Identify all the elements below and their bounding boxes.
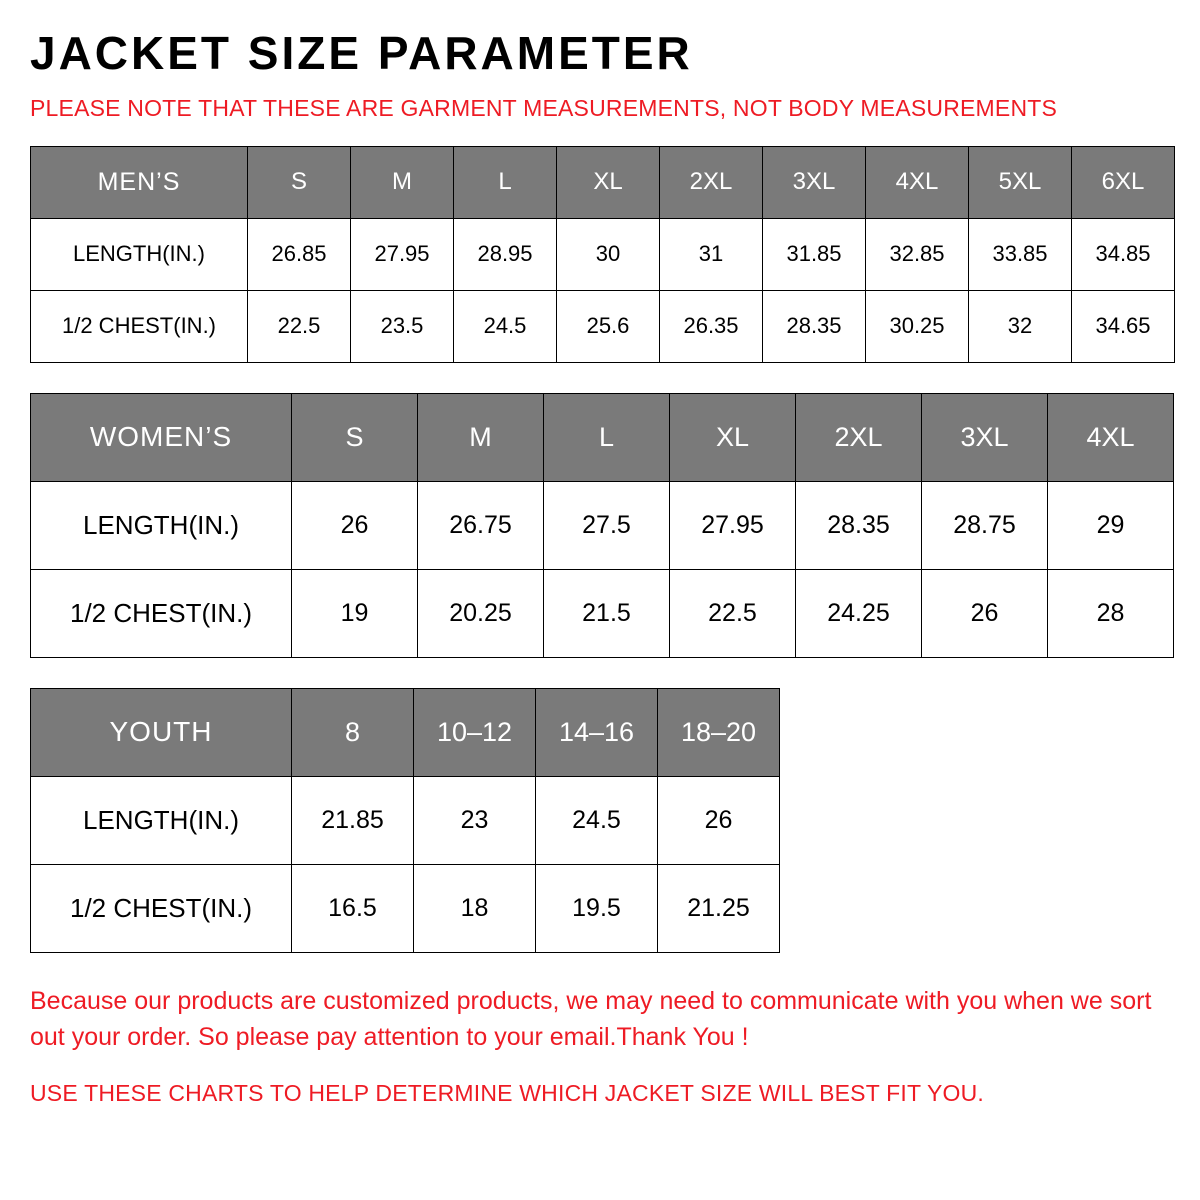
row-label: 1/2 CHEST(IN.)	[31, 290, 248, 362]
row-label: 1/2 CHEST(IN.)	[31, 864, 292, 952]
table-row	[31, 290, 1175, 362]
size-header-cell: 18–20	[658, 688, 780, 776]
measurement-cell: 20.25	[418, 569, 544, 657]
measurement-cell: 31.85	[763, 218, 866, 290]
measurement-cell: 34.85	[1072, 218, 1175, 290]
measurement-note: PLEASE NOTE THAT THESE ARE GARMENT MEASUREMENTS, NOT BODY MEASUREMENTS	[30, 94, 1058, 121]
table-row	[31, 569, 1174, 657]
table-header-row	[31, 688, 780, 776]
measurement-cell: 27.5	[544, 481, 670, 569]
measurement-cell: 26	[922, 569, 1048, 657]
table-row	[31, 218, 1175, 290]
table-row	[31, 864, 780, 952]
page-title: JACKET SIZE PARAMETER	[30, 27, 693, 79]
size-header-cell: 14–16	[536, 688, 658, 776]
size-header-cell: S	[292, 393, 418, 481]
footer-notes	[30, 983, 1170, 1111]
size-header-cell: L	[544, 393, 670, 481]
table-row	[31, 776, 780, 864]
row-label: LENGTH(IN.)	[31, 218, 248, 290]
size-header-cell: 4XL	[1048, 393, 1174, 481]
womens-size-table	[30, 393, 1174, 658]
measurement-cell: 28.75	[922, 481, 1048, 569]
measurement-cell: 30	[557, 218, 660, 290]
measurement-cell: 25.6	[557, 290, 660, 362]
measurement-cell: 28.95	[454, 218, 557, 290]
table-category-label: YOUTH	[31, 688, 292, 776]
size-header-cell: L	[454, 146, 557, 218]
measurement-cell: 22.5	[670, 569, 796, 657]
measurement-cell: 26	[658, 776, 780, 864]
measurement-cell: 21.25	[658, 864, 780, 952]
size-header-cell: 3XL	[763, 146, 866, 218]
measurement-cell: 16.5	[292, 864, 414, 952]
table-category-label: MEN’S	[31, 146, 248, 218]
row-label: 1/2 CHEST(IN.)	[31, 569, 292, 657]
measurement-cell: 19	[292, 569, 418, 657]
measurement-cell: 33.85	[969, 218, 1072, 290]
measurement-cell: 19.5	[536, 864, 658, 952]
measurement-cell: 32	[969, 290, 1072, 362]
measurement-cell: 29	[1048, 481, 1174, 569]
measurement-cell: 23.5	[351, 290, 454, 362]
table-row	[31, 481, 1174, 569]
row-label: LENGTH(IN.)	[31, 481, 292, 569]
table-category-label: WOMEN’S	[31, 393, 292, 481]
measurement-cell: 27.95	[351, 218, 454, 290]
measurement-cell: 26.75	[418, 481, 544, 569]
measurement-cell: 24.5	[536, 776, 658, 864]
measurement-cell: 26	[292, 481, 418, 569]
customization-note: Because our products are customized products, we may need to communicate with you when we sort out your order. So please pay attention to your email.Thank You !	[30, 986, 1152, 1051]
measurement-cell: 30.25	[866, 290, 969, 362]
measurement-cell: 22.5	[248, 290, 351, 362]
measurement-cell: 28	[1048, 569, 1174, 657]
measurement-cell: 27.95	[670, 481, 796, 569]
measurement-cell: 32.85	[866, 218, 969, 290]
size-header-cell: 2XL	[796, 393, 922, 481]
table-header-row	[31, 146, 1175, 218]
measurement-cell: 18	[414, 864, 536, 952]
measurement-cell: 26.85	[248, 218, 351, 290]
size-header-cell: 2XL	[660, 146, 763, 218]
size-header-cell: XL	[670, 393, 796, 481]
size-header-cell: 6XL	[1072, 146, 1175, 218]
measurement-cell: 24.5	[454, 290, 557, 362]
size-header-cell: XL	[557, 146, 660, 218]
size-header-cell: M	[351, 146, 454, 218]
measurement-cell: 21.5	[544, 569, 670, 657]
measurement-cell: 28.35	[763, 290, 866, 362]
size-header-cell: 10–12	[414, 688, 536, 776]
measurement-cell: 28.35	[796, 481, 922, 569]
size-header-cell: S	[248, 146, 351, 218]
size-header-cell: 8	[292, 688, 414, 776]
measurement-cell: 23	[414, 776, 536, 864]
measurement-cell: 26.35	[660, 290, 763, 362]
measurement-cell: 34.65	[1072, 290, 1175, 362]
measurement-cell: 21.85	[292, 776, 414, 864]
youth-size-table	[30, 688, 780, 953]
chart-usage-note: USE THESE CHARTS TO HELP DETERMINE WHICH JACKET SIZE WILL BEST FIT YOU.	[30, 1080, 984, 1107]
table-header-row	[31, 393, 1174, 481]
size-header-cell: 4XL	[866, 146, 969, 218]
mens-size-table	[30, 146, 1175, 363]
size-header-cell: M	[418, 393, 544, 481]
row-label: LENGTH(IN.)	[31, 776, 292, 864]
size-header-cell: 3XL	[922, 393, 1048, 481]
size-header-cell: 5XL	[969, 146, 1072, 218]
measurement-cell: 31	[660, 218, 763, 290]
measurement-cell: 24.25	[796, 569, 922, 657]
